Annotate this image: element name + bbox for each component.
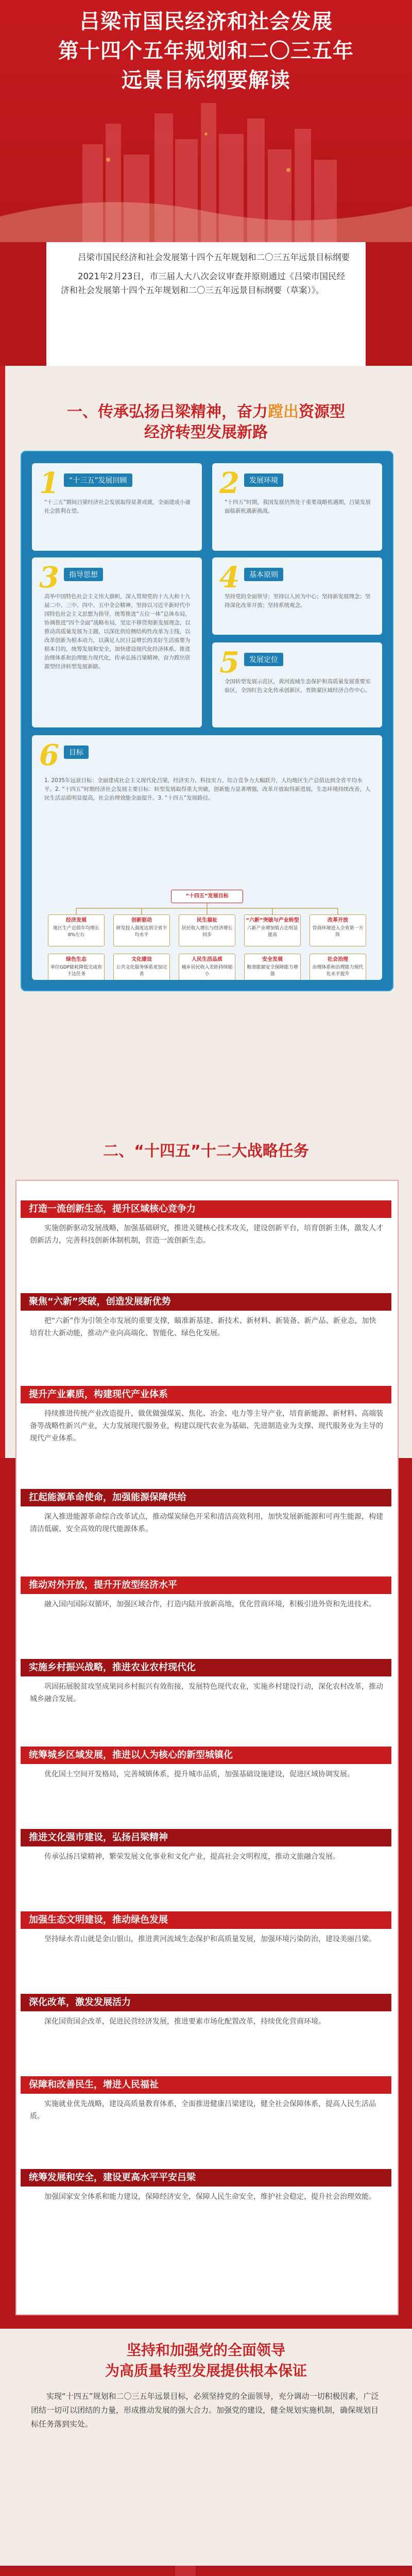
card-review — [32, 463, 202, 551]
task-title: 统筹发展和安全，建设更高水平平安吕梁 — [21, 2169, 391, 2187]
task-title: 深化改革，激发发展活力 — [21, 1994, 391, 2011]
city-skyline-illustration — [0, 103, 412, 242]
card-tag: 发展定位 — [244, 653, 283, 666]
leadership-section — [0, 2329, 412, 2566]
flow-box-text: 城乡居民收入差距持续缩小 — [181, 965, 233, 977]
task-title: 保障和改善民生，增进人民福祉 — [21, 2076, 391, 2094]
title-line: 吕梁市国民经济和社会发展 — [79, 10, 333, 33]
task-body: 巩固拓展脱贫攻坚成果同乡村振兴有效衔接，发展特色现代农业，实施乡村建设行动，深化农村改革，推动城乡融合发展。 — [30, 1683, 383, 1703]
task-body: 把“六新”作为引领全市发展的重要支撑，瞄准新基建、新技术、新材料、新装备、新产品、新业态，加快培育壮大新动能，推动产业向高端化、智能化、绿色化发展。 — [30, 1317, 376, 1337]
flow-box-heading: 人民生活品质 — [192, 957, 222, 962]
card-number: 5 — [219, 646, 239, 680]
flow-box-text: 六新产业增加值占比明显提高 — [247, 926, 298, 938]
flow-box — [48, 914, 105, 946]
card-environment — [212, 463, 382, 551]
task-body: 深化国资国企改革，促进民营经济发展，推进要素市场化配置改革，持续优化营商环境。 — [44, 2018, 325, 2026]
title-line: 第十四个五年规划和二〇三五年 — [58, 39, 354, 63]
intro-box — [46, 242, 366, 366]
flow-box — [310, 954, 366, 980]
flow-box-text: 粮食能源安全保障能力增强 — [247, 965, 298, 977]
card-goals — [32, 735, 382, 980]
flow-box-text: 地区生产总值年均增长8%左右 — [53, 926, 99, 938]
intro-paragraph: 2021年2月23日，市三届人大八次会议审查并原则通过《吕梁市国民经济和社会发展第十四个五年规划和二〇三五年远景目标纲要（草案）》。 — [61, 272, 345, 295]
flow-box-heading: 社会治理 — [328, 957, 348, 962]
task-body: 持续推进传统产业改造提升，做优做强煤炭、焦化、冶金、电力等主导产业，培育新能源、新材料、高端装备等战略性新兴产业，大力发展现代服务业，构建以现代农业为基础、先进制造业为支撑、现代服务业为主导的现代产业体系。 — [30, 1410, 383, 1443]
flow-box-heading: 创新驱动 — [131, 918, 152, 923]
card-text: “十三五”期间吕梁经济社会发展取得显著成就，全面建成小康社会胜利在望。 — [44, 499, 191, 514]
flow-box — [179, 914, 235, 946]
section1-title-part: 资源型 — [299, 403, 345, 421]
flow-box — [244, 914, 301, 946]
card-tag: 目标 — [64, 745, 89, 759]
page-title — [0, 7, 412, 95]
task-body: 深入推进能源革命综合改革试点，推动煤炭绿色开采和清洁高效利用，加快发展新能源和可再生能源，构建清洁低碳、安全高效的现代能源体系。 — [30, 1513, 383, 1533]
task-title: 推动对外开放，提升开放型经济水平 — [21, 1577, 391, 1594]
task-title: 推进文化强市建设，弘扬吕梁精神 — [21, 1829, 391, 1846]
task-title: 实施乡村振兴战略，推进农业农村现代化 — [21, 1659, 391, 1676]
title-line: 远景目标纲要解读 — [122, 69, 290, 92]
task-title: 打造一流创新生态，提升区域核心竞争力 — [21, 1200, 391, 1218]
card-principles — [212, 557, 382, 635]
flow-box-text: 公共文化服务体系更加完善 — [116, 965, 167, 977]
task-title: 提升产业素质，构建现代产业体系 — [21, 1386, 391, 1403]
task-title: 扛起能源革命使命，加强能源保障供给 — [21, 1489, 391, 1506]
flow-box-heading: 安全发展 — [262, 957, 283, 962]
task-body: 传承弘扬吕梁精神，繁荣发展文化事业和文化产业，提高社会文明程度，推动文旅融合发展。 — [44, 1853, 340, 1861]
leadership-title — [0, 2340, 412, 2381]
bottom-skyline-illustration — [0, 2566, 412, 2576]
card-guiding-ideology — [32, 557, 202, 727]
section1-title-highlight: 蹚出 — [268, 403, 299, 421]
card-number: 3 — [39, 561, 59, 595]
card-tag: 指导思想 — [64, 568, 103, 581]
section1-title-line2: 经济转型发展新路 — [144, 423, 268, 442]
flow-box — [113, 914, 170, 946]
overview-panel — [21, 451, 393, 991]
task-body: 加强国家安全体系和能力建设，保障经济安全，保障人民生命安全，维护社会稳定，提升社会治理效能。 — [44, 2193, 376, 2201]
section1-title — [0, 402, 412, 443]
flow-box-text: 研发投入强度达到全省平均水平 — [116, 926, 167, 938]
flow-box — [113, 954, 170, 980]
flow-connectors — [45, 903, 369, 914]
flow-box — [244, 954, 301, 980]
card-positioning — [212, 642, 382, 727]
flow-box-heading: 绿色生态 — [66, 957, 87, 962]
decorative-band — [0, 366, 5, 1458]
leadership-title-line: 为高质量转型发展提供根本保证 — [105, 2362, 307, 2379]
flow-box-text: 单位GDP能耗降低完成省下达任务 — [50, 965, 102, 977]
flow-box-heading: “六新”突破与产业转型 — [246, 918, 299, 923]
flow-box — [48, 954, 105, 980]
card-tag: 基本原则 — [244, 568, 283, 581]
card-text: 坚持党的全面领导；坚持以人民为中心；坚持新发展理念；坚持深化改革开放；坚持系统观念。 — [225, 594, 371, 608]
header-banner — [0, 0, 412, 242]
flow-top-box — [171, 890, 243, 903]
flow-box-text: 居民收入增长与经济增长同步 — [181, 926, 233, 938]
leadership-title-line: 坚持和加强党的全面领导 — [126, 2342, 285, 2359]
card-number: 6 — [39, 738, 59, 772]
card-number: 2 — [219, 466, 239, 500]
intro-paragraph: 吕梁市国民经济和社会发展第十四个五年规划和二〇三五年远景目标纲要 — [78, 252, 350, 262]
flow-box-heading: 经济发展 — [66, 918, 87, 923]
task-title: 统筹城乡区域发展，推进以人为核心的新型城镇化 — [21, 1747, 391, 1764]
task-title: 加强生态文明建设，推动绿色发展 — [21, 1911, 391, 1929]
task-body: 融入国内国际双循环，加强区域合作，打造内陆开放新高地，优化营商环境，积极引进外资和先进技术。 — [44, 1600, 376, 1608]
section1-title-part: 一、传承弘扬吕梁精神，奋力 — [67, 403, 268, 421]
card-text: “十四五”时期，我国发展仍然处于重要战略机遇期，吕梁发展面临新机遇新挑战。 — [225, 499, 371, 514]
flow-box-text: 治理体系和治理能力现代化水平提升 — [312, 965, 364, 977]
task-body: 实施就业优先战略，建设高质量教育体系，全面推进健康吕梁建设，健全社会保障体系，提高人民生活品质。 — [30, 2100, 376, 2121]
card-number: 4 — [219, 561, 239, 595]
flow-top-label: “十四五”发展目标 — [185, 893, 229, 899]
card-tag: 发展环境 — [244, 473, 283, 487]
flow-box-heading: 文化建设 — [131, 957, 152, 962]
task-title: 聚焦“六新”突破，创造发展新优势 — [21, 1293, 391, 1311]
card-text: 1. 2035年远景目标：全面建成社会主义现代化吕梁，经济实力、科技实力、综合竞争力大幅跃升，人均地区生产总值达到全省平均水平。2. “十四五”时期经济社会发展主要目标：转型发展取得重大突破，创新能力显著增强，改革开放取得新进展，生态环境持续改善，人民生活品质明显提高，社会治理效能全面提升。3. “十四五”发展路径。 — [44, 777, 371, 801]
section2-title-text: 二、“十四五”十二大战略任务 — [103, 1142, 309, 1160]
flow-box — [179, 954, 235, 980]
task-body: 坚持绿水青山就是金山银山，推进黄河流域生态保护和高质量发展，加强环境污染防治，建设美丽吕梁。 — [44, 1935, 376, 1943]
card-text: 高举中国特色社会主义伟大旗帜，深入贯彻党的十九大和十九届二中、三中、四中、五中全会精神，坚持以习近平新时代中国特色社会主义思想为指导，统筹推进“五位一体”总体布局，协调推进“四个全面”战略布局，坚定不移贯彻新发展理念，以推动高质量发展为主题，以深化供给侧结构性改革为主线，以改革创新为根本动力，以满足人民日益增长的美好生活需要为根本目的，统筹发展和安全，加快建设现代化经济体系，推进治理体系和治理能力现代化，传承弘扬吕梁精神，奋力蹚出资源型经济转型发展新路。 — [44, 594, 191, 670]
leadership-body: 实现“十四五”规划和二〇三五年远景目标，必须坚持党的全面领导，充分调动一切积极因素，广泛团结一切可以团结的力量，形成推动发展的强大合力。加强党的建设，健全规划实施机制，确保规划目标任务落到实处。 — [31, 2392, 379, 2429]
card-text: 全国转型发展示范区，黄河流域生态保护和高质量发展重要实验区，全国红色文化传承创新区，晋陕蒙区域经济合作中心。 — [225, 679, 371, 693]
task-body: 实施创新驱动发展战略，加强基础研究，推进关键核心技术攻关，建设创新平台，培育创新主体，激发人才创新活力，完善科技创新体制机制，营造一流创新生态。 — [30, 1224, 383, 1245]
card-tag: “十三五”发展回顾 — [64, 473, 132, 487]
flow-box-heading: 改革开放 — [328, 918, 348, 923]
section2-title — [0, 1141, 412, 1162]
flow-box-heading: 民生福祉 — [197, 918, 217, 923]
flow-box-text: 营商环境进入全省第一方阵 — [312, 926, 364, 938]
flow-box — [310, 914, 366, 946]
task-body: 优化国土空间开发格局，完善城镇体系，提升城市品质，加强基础设施建设，促进区域协调发展。 — [44, 1770, 354, 1778]
card-number: 1 — [39, 466, 59, 500]
